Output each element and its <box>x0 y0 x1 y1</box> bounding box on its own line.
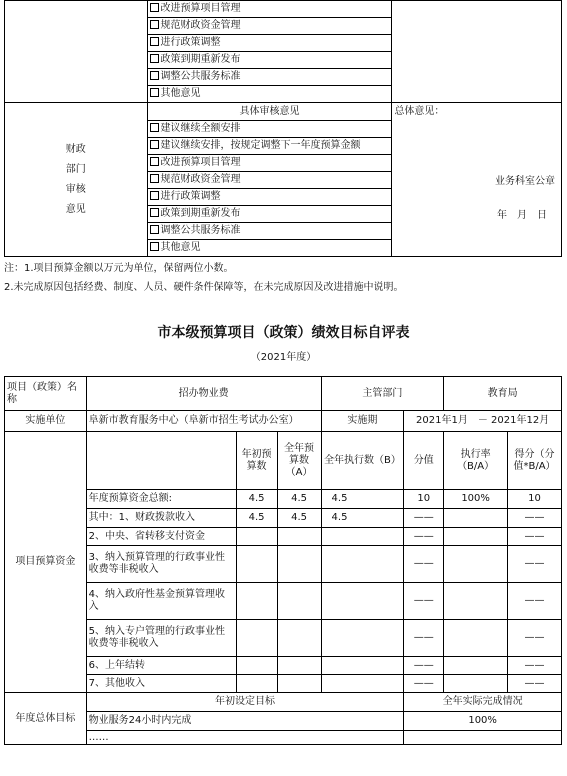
stamp-label: 业务科室公章 <box>495 176 555 187</box>
col-full-year: 全年预算数（A） <box>277 432 321 490</box>
budget-row <box>5 675 562 693</box>
col-weight: 分值 <box>404 432 444 490</box>
unit-label: 实施单位 <box>5 411 87 432</box>
cell-weight: —— <box>404 509 444 528</box>
goal-ellipsis: …… <box>86 731 404 745</box>
option-text: 规范财政资金管理 <box>160 20 241 31</box>
cell-weight: —— <box>404 583 444 620</box>
self-evaluation-table <box>4 376 562 745</box>
cell-label: 年度预算资金总额: <box>86 490 236 509</box>
col-score: 得分（分值*B/A） <box>508 432 562 490</box>
checkbox-icon <box>150 242 159 251</box>
option-text: 进行政策调整 <box>160 191 221 202</box>
dept-review-label-line: 意见 <box>65 203 86 215</box>
option-text: 进行政策调整 <box>160 37 221 48</box>
col-executed: 全年执行数（B） <box>321 432 404 490</box>
cell-weight: —— <box>404 620 444 657</box>
overall-header: 总体意见： <box>394 106 445 117</box>
option-text: 建议继续安排，按规定调整下一年度预算金额 <box>160 140 361 151</box>
budget-row <box>5 509 562 528</box>
budget-row <box>5 657 562 675</box>
blank-header <box>86 432 236 490</box>
col-initial: 年初预算数 <box>236 432 277 490</box>
unit-value: 阜新市教育服务中心（阜新市招生考试办公室） <box>86 411 321 432</box>
option-text: 政策到期重新发布 <box>160 208 241 219</box>
option-top-2 <box>147 35 392 52</box>
cell-initial <box>236 528 277 546</box>
cell-weight: —— <box>404 528 444 546</box>
cell-exec: 4.5 <box>321 490 404 509</box>
cell-rate <box>444 657 508 675</box>
cell-rate <box>444 546 508 583</box>
checkbox-icon <box>150 191 159 200</box>
cell-label: 6、上年结转 <box>86 657 236 675</box>
budget-section-label: 项目预算资金 <box>5 432 87 693</box>
cell-initial <box>236 620 277 657</box>
option-text: 改进预算项目管理 <box>160 3 241 14</box>
cell-exec: 4.5 <box>321 509 404 528</box>
option-text: 建议继续全额安排 <box>160 123 241 134</box>
checkbox-icon <box>150 37 159 46</box>
option-text: 其他意见 <box>160 242 201 253</box>
note-1: 注：1.项目预算金额以万元为单位，保留两位小数。 <box>4 263 234 274</box>
budget-row <box>5 620 562 657</box>
cell-full: 4.5 <box>277 509 321 528</box>
budget-row <box>5 583 562 620</box>
form-year: （2021年度） <box>250 352 317 363</box>
dept-review-label-line: 审核 <box>65 183 86 195</box>
checkbox-icon <box>150 157 159 166</box>
checkbox-icon <box>150 88 159 97</box>
cell-score: —— <box>508 509 562 528</box>
dept-value: 教育局 <box>444 377 562 411</box>
cell-initial <box>236 657 277 675</box>
cell-exec <box>321 583 404 620</box>
cell-weight: —— <box>404 657 444 675</box>
date-line: 年 月 日 <box>497 210 547 221</box>
checkbox-icon <box>150 71 159 80</box>
option-text: 政策到期重新发布 <box>160 54 241 65</box>
checkbox-icon <box>150 225 159 234</box>
option-text: 调整公共服务标准 <box>160 225 241 236</box>
cell-full <box>277 675 321 693</box>
option-text: 调整公共服务标准 <box>160 71 241 82</box>
annual-goal-label: 年度总体目标 <box>5 693 87 745</box>
cell-initial <box>236 675 277 693</box>
cell-initial <box>236 583 277 620</box>
note-2: 2.未完成原因包括经费、制度、人员、硬件条件保障等，在未完成原因及改进措施中说明。 <box>4 282 404 293</box>
dept-label: 主管部门 <box>321 377 444 411</box>
checkbox-icon <box>150 3 159 12</box>
cell-score: —— <box>508 583 562 620</box>
cell-exec <box>321 620 404 657</box>
cell-score: 10 <box>508 490 562 509</box>
option-bottom-4 <box>147 189 392 206</box>
cell-exec <box>321 528 404 546</box>
budget-row <box>5 528 562 546</box>
budget-row <box>5 546 562 583</box>
form-title: 市本级预算项目（政策）绩效目标自评表 <box>157 325 410 341</box>
cell-exec <box>321 675 404 693</box>
option-bottom-1 <box>147 138 392 155</box>
cell-rate <box>444 528 508 546</box>
blank-left-cell <box>5 1 148 103</box>
blank-right-cell <box>392 1 562 103</box>
budget-row <box>5 490 562 509</box>
period-label: 实施期 <box>321 411 404 432</box>
cell-full <box>277 620 321 657</box>
goal-actual-value: 100% <box>404 712 562 731</box>
option-top-0 <box>147 1 392 18</box>
cell-full <box>277 546 321 583</box>
cell-score: —— <box>508 546 562 583</box>
option-bottom-7 <box>147 240 392 257</box>
option-top-3 <box>147 52 392 69</box>
cell-full <box>277 583 321 620</box>
cell-label: 5、纳入专户管理的行政事业性收费等非税收入 <box>86 620 236 657</box>
dept-review-label <box>5 103 148 257</box>
cell-label: 4、纳入政府性基金预算管理收入 <box>86 583 236 620</box>
option-bottom-3 <box>147 172 392 189</box>
cell-weight: —— <box>404 675 444 693</box>
option-text: 其他意见 <box>160 88 201 99</box>
cell-weight: —— <box>404 546 444 583</box>
overall-opinion-cell <box>392 103 562 257</box>
cell-weight: 10 <box>404 490 444 509</box>
cell-score: —— <box>508 657 562 675</box>
checkbox-icon <box>150 54 159 63</box>
option-bottom-5 <box>147 206 392 223</box>
option-bottom-2 <box>147 155 392 172</box>
goal-set-header: 年初设定目标 <box>86 693 404 712</box>
checkbox-icon <box>150 208 159 217</box>
checkbox-icon <box>150 123 159 132</box>
project-name: 招办物业费 <box>86 377 321 411</box>
cell-rate <box>444 583 508 620</box>
cell-full <box>277 528 321 546</box>
option-text: 规范财政资金管理 <box>160 174 241 185</box>
cell-full <box>277 657 321 675</box>
checkbox-icon <box>150 140 159 149</box>
cell-score: —— <box>508 528 562 546</box>
option-bottom-6 <box>147 223 392 240</box>
cell-label: 3、纳入预算管理的行政事业性收费等非税收入 <box>86 546 236 583</box>
checkbox-icon <box>150 20 159 29</box>
cell-rate <box>444 620 508 657</box>
detail-header: 具体审核意见 <box>147 103 392 121</box>
goal-actual-blank <box>404 731 562 745</box>
dept-review-label-line: 财政 <box>65 143 86 155</box>
option-top-1 <box>147 18 392 35</box>
cell-label: 2、中央、省转移支付资金 <box>86 528 236 546</box>
cell-score: —— <box>508 620 562 657</box>
option-top-5 <box>147 86 392 103</box>
period-value: 2021年1月 － 2021年12月 <box>404 411 562 432</box>
project-label: 项目（政策）名称 <box>5 377 87 411</box>
cell-exec <box>321 657 404 675</box>
col-rate: 执行率（B/A） <box>444 432 508 490</box>
cell-rate <box>444 675 508 693</box>
cell-initial: 4.5 <box>236 509 277 528</box>
cell-initial <box>236 546 277 583</box>
goal-set-value: 物业服务24小时内完成 <box>86 712 404 731</box>
cell-score: —— <box>508 675 562 693</box>
option-bottom-0 <box>147 121 392 138</box>
option-top-4 <box>147 69 392 86</box>
cell-full: 4.5 <box>277 490 321 509</box>
cell-initial: 4.5 <box>236 490 277 509</box>
cell-exec <box>321 546 404 583</box>
cell-label: 7、其他收入 <box>86 675 236 693</box>
option-text: 改进预算项目管理 <box>160 157 241 168</box>
goal-actual-header: 全年实际完成情况 <box>404 693 562 712</box>
cell-rate: 100% <box>444 490 508 509</box>
dept-review-label-line: 部门 <box>65 163 86 175</box>
cell-label: 其中：1、财政拨款收入 <box>86 509 236 528</box>
cell-rate <box>444 509 508 528</box>
review-table <box>4 0 562 257</box>
checkbox-icon <box>150 174 159 183</box>
